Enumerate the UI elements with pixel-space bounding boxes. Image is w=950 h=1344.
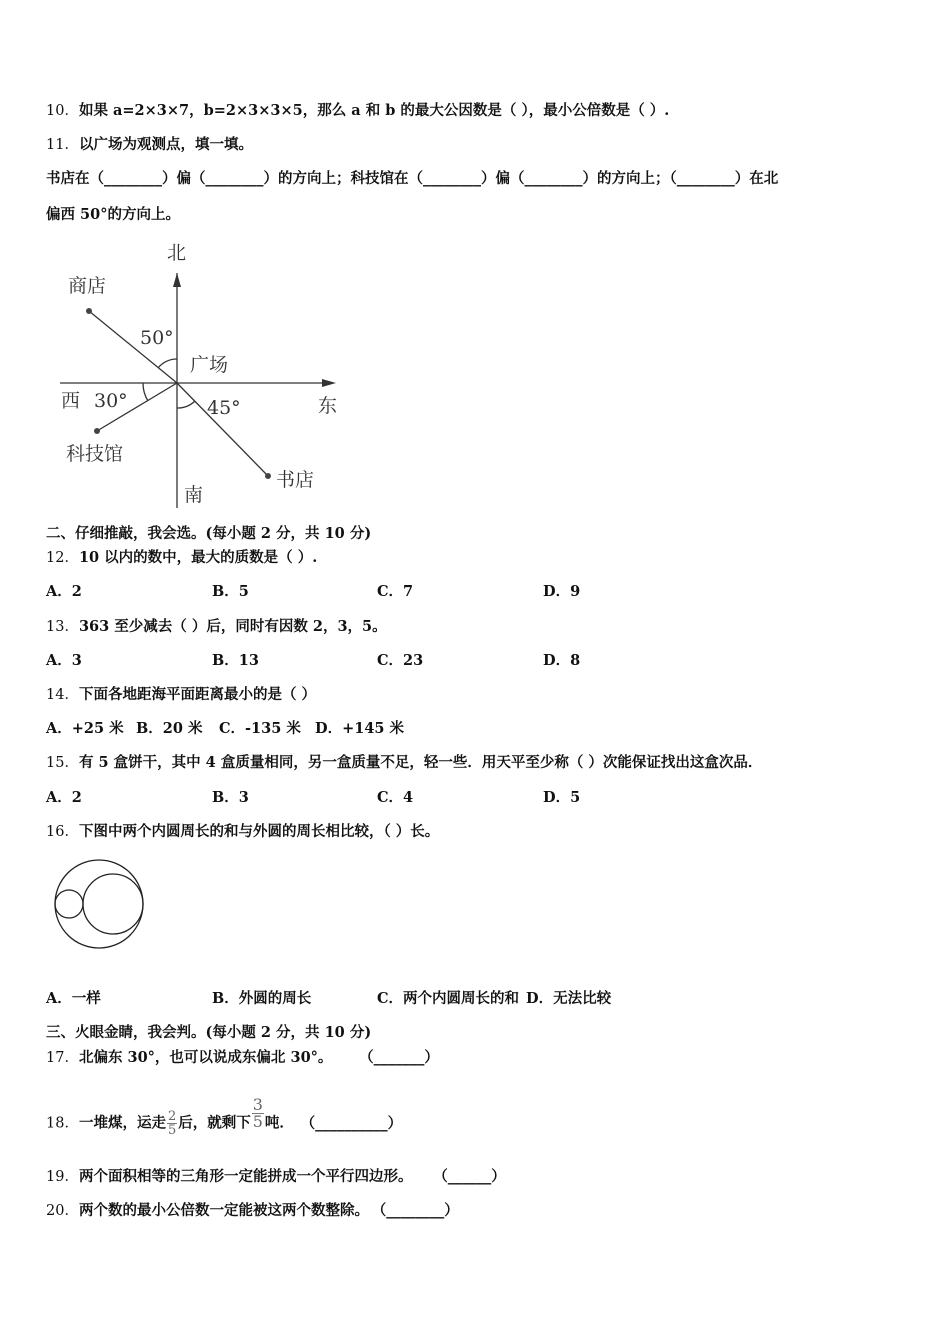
question-number: 16． (46, 824, 79, 840)
option-a[interactable]: A．2 (46, 789, 82, 806)
option-c[interactable]: C．4 (377, 789, 414, 806)
east-arrowhead (322, 379, 336, 387)
tech-label: 科技馆 (66, 443, 124, 465)
question-16 (46, 822, 439, 842)
small-inner-circle (55, 890, 83, 918)
question-number: 18． (46, 1115, 79, 1132)
question-number: 13． (46, 619, 79, 635)
option-d[interactable]: D．+145 米 (315, 720, 405, 737)
question-text: 363 至少减去（ ）后，同时有因数 2，3，5。 (78, 618, 387, 635)
option-b[interactable]: B．20 米 (136, 720, 203, 737)
question-text: 下面各地距海平面距离最小的是（ ） (78, 686, 316, 703)
question-14 (46, 685, 316, 705)
option-b[interactable]: B．5 (212, 583, 249, 600)
question-13 (46, 617, 387, 637)
book-label: 书店 (276, 469, 315, 491)
question-10 (46, 101, 669, 121)
outer-circle (55, 860, 143, 948)
fraction-three-fifths: $\frac{3}{5}$ (252, 1095, 263, 1131)
question-text: 10 以内的数中，最大的质数是（ ）. (78, 549, 318, 566)
option-a[interactable]: A．2 (46, 583, 82, 600)
north-label: 北 (167, 242, 187, 264)
shop-point (86, 308, 92, 314)
question-11 (46, 135, 253, 155)
tech-point (94, 428, 100, 434)
question-text-c: 吨． (264, 1114, 294, 1132)
angle-45-label: 45° (207, 397, 241, 419)
question-11-line2: 书店在（________）偏（________）的方向上；科技馆在（________）偏（________）的方向上；（________）在北 (46, 170, 779, 187)
option-c[interactable]: C．-135 米 (219, 720, 301, 737)
question-number: 20． (46, 1203, 79, 1219)
question-15 (46, 753, 762, 773)
answer-blank[interactable]: （__________） (307, 1114, 403, 1132)
section-2-title: 二、仔细推敲，我会选。(每小题 2 分，共 10 分) (46, 525, 372, 542)
angle-30-label: 30° (94, 390, 128, 412)
shop-label: 商店 (68, 275, 107, 297)
question-number: 19． (46, 1169, 79, 1185)
question-text: 两个数的最小公倍数一定能被这两个数整除。 (78, 1202, 369, 1219)
question-text: 北偏东 30°，也可以说成东偏北 30°。 (78, 1049, 333, 1066)
section-3-title: 三、火眼金睛，我会判。(每小题 2 分，共 10 分) (46, 1024, 372, 1041)
option-c[interactable]: C．7 (377, 583, 414, 600)
circles-diagram (50, 856, 150, 956)
square-label: 广场 (190, 354, 229, 376)
option-d[interactable]: D．8 (543, 652, 581, 669)
question-text: 以广场为观测点，填一填。 (78, 136, 253, 153)
option-b[interactable]: B．13 (212, 652, 259, 669)
south-label: 南 (184, 484, 204, 506)
question-text: 下图中两个内圆周长的和与外圆的周长相比较，（ ）长。 (78, 823, 440, 840)
north-arrowhead (173, 273, 181, 287)
option-b[interactable]: B．外圆的周长 (212, 990, 312, 1007)
compass-diagram (46, 238, 356, 513)
answer-blank[interactable]: （______） (440, 1168, 506, 1185)
option-c[interactable]: C．23 (377, 652, 424, 669)
option-a[interactable]: A．+25 米 (46, 720, 124, 737)
option-d[interactable]: D．无法比较 (526, 990, 612, 1007)
option-a[interactable]: A．3 (46, 652, 82, 669)
east-label: 东 (318, 395, 338, 417)
question-number: 17． (46, 1050, 79, 1066)
question-20 (46, 1201, 459, 1221)
west-label: 西 (61, 390, 81, 412)
angle-50-arc (158, 359, 177, 368)
fraction-two-fifths: $\frac{2}{5}$ (167, 1109, 177, 1138)
question-text: 有 5 盒饼干，其中 4 盒质量相同，另一盒质量不足，轻一些．用天平至少称（ ）次能保证找出这盒次品． (78, 754, 763, 771)
question-text-a: 一堆煤，运走 (78, 1114, 166, 1132)
question-number: 12． (46, 550, 79, 566)
option-d[interactable]: D．5 (543, 789, 581, 806)
large-inner-circle (83, 874, 143, 934)
question-number: 11． (46, 137, 79, 153)
question-11-line3: 偏西 50°的方向上。 (46, 206, 180, 223)
option-a[interactable]: A．一样 (46, 990, 101, 1007)
angle-30-arc (143, 383, 148, 401)
book-point (265, 473, 271, 479)
option-c[interactable]: C．两个内圆周长的和 (377, 990, 520, 1007)
question-number: 14． (46, 687, 79, 703)
question-12 (46, 548, 317, 568)
question-number: 15． (46, 755, 79, 771)
option-d[interactable]: D．9 (543, 583, 581, 600)
angle-45-arc (177, 401, 195, 408)
option-b[interactable]: B．3 (212, 789, 249, 806)
question-text-b: 后，就剩下 (178, 1114, 251, 1132)
answer-blank[interactable]: （_______） (366, 1049, 439, 1066)
question-number: 10． (46, 103, 79, 119)
question-17 (46, 1048, 439, 1068)
question-text: 两个面积相等的三角形一定能拼成一个平行四边形。 (78, 1168, 413, 1185)
question-text: 如果 a=2×3×7，b=2×3×3×5，那么 a 和 b 的最大公因数是（ ），最小公倍数是（ ）. (78, 102, 670, 119)
question-18 (46, 1095, 403, 1140)
question-19 (46, 1167, 506, 1187)
answer-blank[interactable]: （________） (378, 1202, 459, 1219)
angle-50-label: 50° (140, 327, 174, 349)
